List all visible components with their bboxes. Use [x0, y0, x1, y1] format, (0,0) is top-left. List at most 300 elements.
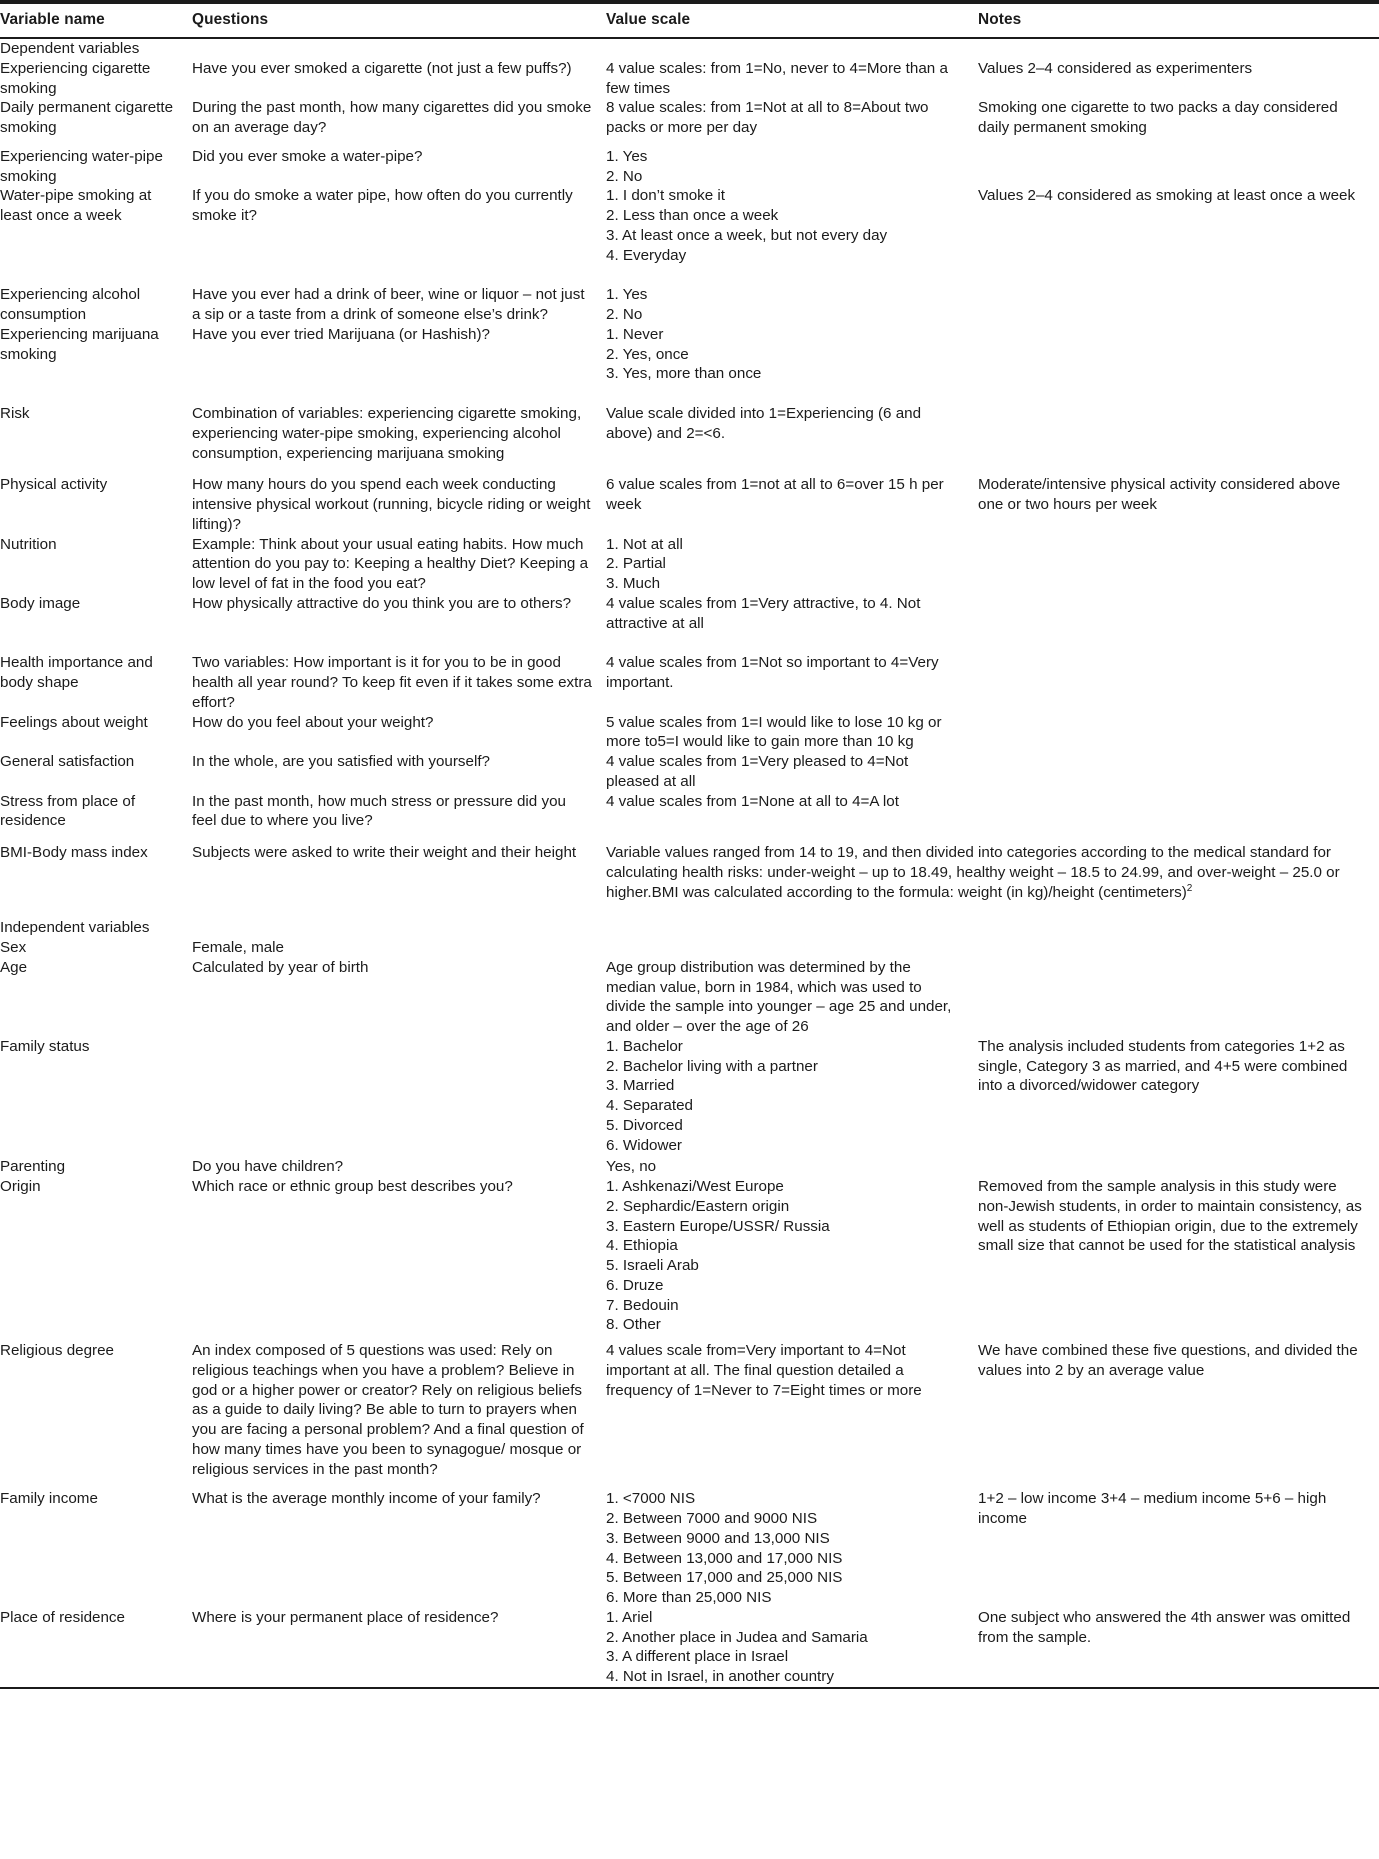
cell-value-scale-line: 3. Yes, more than once [606, 365, 762, 383]
row-spacer [0, 1479, 1379, 1489]
cell-value-scale-content [606, 1608, 964, 1687]
cell-value-scale-line: 2. No [606, 167, 643, 185]
cell-value-scale-line: 4. Between 13,000 and 17,000 NIS [606, 1549, 843, 1567]
cell-questions [192, 792, 606, 832]
cell-questions [192, 1177, 606, 1335]
cell-value-scale-line: 5. Between 17,000 and 25,000 NIS [606, 1569, 843, 1587]
cell-questions-content [192, 1489, 592, 1509]
cell-notes-content [978, 98, 1365, 138]
column-header-variable-name: Variable name [0, 4, 192, 39]
cell-value-scale-text: Value scale divided into 1=Experiencing (6 and above) and 2=<6. [606, 405, 922, 442]
cell-notes [978, 1341, 1379, 1479]
table-row [0, 594, 1379, 634]
cell-value-scale [606, 404, 978, 463]
cell-questions-text: Female, male [192, 939, 285, 957]
cell-notes [978, 918, 1379, 938]
cell-variable-name-content [0, 1489, 178, 1509]
cell-variable-name-text: Daily permanent cigarette smoking [0, 99, 174, 137]
column-header-notes: Notes [978, 4, 1379, 39]
cell-questions-content [192, 752, 592, 772]
cell-value-scale-line: Age group distribution was determined by the [606, 958, 911, 976]
cell-value-scale-content [606, 792, 964, 812]
table-row [0, 938, 1379, 958]
cell-variable-name [0, 1177, 192, 1335]
cell-notes-content [978, 1608, 1365, 1648]
cell-value-scale-text: 4 value scales from 1=Very attractive, to 4. Not attractive at all [606, 594, 921, 632]
cell-value-scale [606, 1608, 978, 1688]
cell-value-scale-content [606, 59, 964, 99]
row-spacer-cell [0, 831, 1379, 843]
cell-variable-name-text: Experiencing alcohol consumption [0, 286, 141, 324]
table-row [0, 535, 1379, 594]
cell-notes [978, 1489, 1379, 1608]
cell-questions [192, 752, 606, 792]
cell-value-scale-content [606, 958, 964, 1037]
cell-value-scale-text: 4 value scales from 1=None at all to 4=A lot [606, 792, 899, 810]
cell-value-scale-content [606, 325, 964, 384]
cell-questions-text: Combination of variables: experiencing cigarette smoking, experiencing water-pipe smoking, experiencing alcohol consumption, experiencing marijuana smoking [192, 405, 582, 462]
cell-variable-name [0, 843, 192, 902]
cell-value-scale-line: 6. Widower [606, 1136, 682, 1154]
cell-value-scale-line: divide the sample into younger – age 25 and under, [606, 998, 952, 1016]
cell-variable-name-text: Place of residence [0, 1608, 125, 1626]
table-row [0, 404, 1379, 463]
cell-questions [192, 938, 606, 958]
cell-variable-name [0, 147, 192, 187]
cell-questions-text: In the past month, how much stress or pressure did you feel due to where you live? [192, 792, 566, 830]
cell-value-scale-line: 2. Between 7000 and 9000 NIS [606, 1510, 818, 1528]
cell-value-scale-line: 2. Yes, once [606, 345, 689, 363]
cell-value-scale-line: 4. Ethiopia [606, 1237, 678, 1255]
cell-variable-name-text: Experiencing cigarette smoking [0, 59, 151, 97]
cell-questions-content [192, 59, 592, 79]
cell-questions-content [192, 958, 592, 978]
cell-value-scale [606, 1177, 978, 1335]
cell-questions [192, 958, 606, 1037]
table-row [0, 1177, 1379, 1335]
cell-variable-name-content [0, 1177, 178, 1197]
cell-questions-content [192, 325, 592, 345]
cell-notes [978, 59, 1379, 99]
cell-value-scale-line: 1. <7000 NIS [606, 1490, 696, 1508]
cell-questions-text: Have you ever had a drink of beer, wine or liquor – not just a sip or a taste from a drink of someone else’s drink? [192, 286, 585, 324]
cell-variable-name [0, 918, 192, 938]
cell-value-scale-line: 4. Everyday [606, 246, 687, 264]
cell-questions-text: Which race or ethnic group best describes you? [192, 1178, 513, 1196]
table-row [0, 1489, 1379, 1608]
cell-variable-name-text: Health importance and body shape [0, 654, 153, 692]
row-spacer [0, 831, 1379, 843]
table-row [0, 59, 1379, 99]
cell-questions [192, 325, 606, 384]
cell-variable-name-content [0, 1157, 178, 1177]
row-spacer-cell [0, 902, 1379, 918]
cell-value-scale-text: 6 value scales from 1=not at all to 6=over 15 h per week [606, 476, 944, 514]
row-spacer-cell [0, 265, 1379, 285]
cell-value-scale-line: 1. I don’t smoke it [606, 187, 726, 205]
cell-questions-text: During the past month, how many cigarettes did you smoke on an average day? [192, 99, 592, 137]
column-header-questions: Questions [192, 4, 606, 39]
cell-variable-name-content [0, 1341, 178, 1361]
cell-questions-text: Example: Think about your usual eating habits. How much attention do you pay to: Keeping a healthy Diet? Keeping a low level of fat in the food you eat? [192, 535, 589, 593]
cell-notes-text: Values 2–4 considered as experimenters [978, 59, 1253, 77]
bottom-rule-cell [0, 1688, 1379, 1689]
cell-variable-name [0, 285, 192, 325]
cell-notes [978, 938, 1379, 958]
cell-value-scale-line: and older – over the age of 26 [606, 1018, 809, 1036]
cell-questions-text: Where is your permanent place of residence? [192, 1608, 499, 1626]
cell-value-scale [606, 535, 978, 594]
cell-variable-name [0, 535, 192, 594]
cell-value-scale-line: 3. A different place in Israel [606, 1648, 789, 1666]
cell-value-scale-text: Yes, no [606, 1158, 657, 1176]
cell-notes [978, 475, 1379, 534]
cell-questions-content [192, 535, 592, 594]
cell-value-scale-line: 3. Eastern Europe/USSR/ Russia [606, 1217, 830, 1235]
cell-questions [192, 475, 606, 534]
cell-notes [978, 285, 1379, 325]
cell-notes [978, 713, 1379, 753]
cell-value-scale-content [606, 1037, 964, 1156]
cell-value-scale-content [606, 475, 964, 515]
table-row [0, 186, 1379, 265]
cell-notes [978, 147, 1379, 187]
cell-variable-name-content [0, 918, 178, 938]
cell-value-scale-line: 3. Married [606, 1077, 675, 1095]
cell-value-scale-content [606, 535, 964, 594]
cell-value-scale-text: 4 value scales: from 1=No, never to 4=More than a few times [606, 59, 948, 97]
cell-value-scale-line: 4. Not in Israel, in another country [606, 1668, 834, 1686]
row-spacer [0, 633, 1379, 653]
cell-value-scale [606, 653, 978, 712]
cell-notes-content [978, 59, 1365, 79]
cell-variable-name [0, 792, 192, 832]
cell-value-scale [606, 285, 978, 325]
cell-variable-name-text: Family income [0, 1490, 98, 1508]
cell-notes-content [978, 1341, 1365, 1381]
cell-variable-name-content [0, 475, 178, 495]
cell-questions-content [192, 1157, 592, 1177]
cell-variable-name-content [0, 39, 178, 59]
cell-variable-name-content [0, 594, 178, 614]
cell-value-scale-content [606, 1341, 964, 1400]
cell-value-scale [606, 792, 978, 832]
cell-notes [978, 792, 1379, 832]
cell-notes [978, 38, 1379, 59]
cell-variable-name-text: Feelings about weight [0, 713, 148, 731]
cell-questions-content [192, 98, 592, 138]
cell-value-scale-line: 1. Yes [606, 286, 648, 304]
cell-questions-text: How many hours do you spend each week conducting intensive physical workout (running, bicycle riding or weight lifting)? [192, 476, 591, 533]
cell-notes [978, 594, 1379, 634]
cell-value-scale-line: 2. Bachelor living with a partner [606, 1057, 818, 1075]
cell-questions-text: Two variables: How important is it for you to be in good health all year round? To keep fit even if it takes some extra effort? [192, 654, 592, 711]
cell-value-scale-line: 1. Never [606, 325, 664, 343]
cell-variable-name-content [0, 713, 178, 733]
cell-variable-name-text: Age [0, 958, 28, 976]
row-spacer-cell [0, 633, 1379, 653]
table-row [0, 325, 1379, 384]
cell-value-scale [606, 1157, 978, 1177]
cell-variable-name-content [0, 98, 178, 138]
cell-variable-name [0, 1608, 192, 1688]
cell-questions [192, 535, 606, 594]
cell-questions [192, 918, 606, 938]
cell-variable-name-text: General satisfaction [0, 753, 135, 771]
cell-variable-name [0, 1341, 192, 1479]
cell-value-scale-content [606, 653, 964, 693]
cell-value-scale [606, 1341, 978, 1479]
row-spacer [0, 902, 1379, 918]
cell-value-scale-line: 6. More than 25,000 NIS [606, 1589, 772, 1607]
cell-value-scale-line: 6. Druze [606, 1276, 664, 1294]
cell-notes-text: Moderate/intensive physical activity considered above one or two hours per week [978, 476, 1341, 514]
table-row [0, 1157, 1379, 1177]
table-row [0, 653, 1379, 712]
cell-value-scale [606, 1037, 978, 1156]
cell-notes-text: Values 2–4 considered as smoking at least once a week [978, 187, 1356, 205]
cell-value-scale-line: 5. Divorced [606, 1116, 683, 1134]
column-header-value-scale: Value scale [606, 4, 978, 39]
cell-questions-text: If you do smoke a water pipe, how often do you currently smoke it? [192, 187, 573, 225]
cell-questions-content [192, 404, 592, 463]
cell-variable-name [0, 38, 192, 59]
section-heading-row [0, 38, 1379, 59]
cell-notes [978, 98, 1379, 138]
cell-value-scale [606, 38, 978, 59]
cell-value-scale-text: 4 value scales from 1=Not so important to 4=Very important. [606, 654, 939, 692]
cell-variable-name-text: Independent variables [0, 919, 150, 937]
cell-questions-content [192, 843, 592, 863]
cell-value-scale-content [606, 1157, 964, 1177]
cell-variable-name-content [0, 653, 178, 693]
cell-variable-name-text: Physical activity [0, 476, 108, 494]
cell-value-scale [606, 594, 978, 634]
cell-variable-name-text: Origin [0, 1178, 41, 1196]
cell-questions [192, 59, 606, 99]
cell-value-scale-text: 8 value scales: from 1=Not at all to 8=About two packs or more per day [606, 99, 929, 137]
cell-variable-name-content [0, 325, 178, 365]
cell-variable-name [0, 404, 192, 463]
cell-variable-name-text: Experiencing water-pipe smoking [0, 147, 163, 185]
cell-questions [192, 186, 606, 265]
cell-questions-text: Did you ever smoke a water-pipe? [192, 147, 423, 165]
cell-value-scale-line: 1. Yes [606, 147, 648, 165]
cell-questions [192, 147, 606, 187]
cell-value-scale [606, 147, 978, 187]
cell-variable-name-content [0, 843, 178, 863]
cell-questions [192, 1037, 606, 1156]
cell-notes [978, 186, 1379, 265]
cell-value-scale [606, 325, 978, 384]
cell-variable-name-text: Experiencing marijuana smoking [0, 325, 159, 363]
cell-value-scale-line: 1. Ariel [606, 1608, 653, 1626]
cell-value-scale-line: 2. Another place in Judea and Samaria [606, 1628, 868, 1646]
cell-variable-name [0, 594, 192, 634]
cell-variable-name [0, 1037, 192, 1156]
cell-value-scale-line: 1. Not at all [606, 535, 683, 553]
cell-value-scale-content [606, 713, 964, 753]
cell-questions-content [192, 713, 592, 733]
cell-notes-text: We have combined these five questions, and divided the values into 2 by an average value [978, 1342, 1358, 1379]
cell-questions [192, 285, 606, 325]
cell-value-scale [606, 713, 978, 753]
cell-notes [978, 1177, 1379, 1335]
table-row [0, 475, 1379, 534]
cell-variable-name [0, 938, 192, 958]
cell-value-scale [606, 475, 978, 534]
cell-variable-name-content [0, 147, 178, 187]
cell-questions-text: Do you have children? [192, 1158, 344, 1176]
cell-variable-name-content [0, 1608, 178, 1628]
row-spacer [0, 138, 1379, 147]
cell-questions [192, 98, 606, 138]
cell-variable-name [0, 1489, 192, 1608]
table-header [0, 2, 1379, 39]
cell-questions-text: Have you ever tried Marijuana (or Hashish)? [192, 325, 490, 343]
cell-variable-name-content [0, 404, 178, 424]
cell-variable-name-text: Water-pipe smoking at least once a week [0, 187, 152, 225]
cell-questions [192, 843, 606, 902]
cell-notes-content [978, 1037, 1365, 1096]
cell-value-scale [606, 59, 978, 99]
cell-value-scale-line: 2. No [606, 306, 643, 324]
cell-questions-content [192, 186, 592, 226]
table-row [0, 1341, 1379, 1479]
cell-questions-content [192, 1608, 592, 1628]
cell-variable-name-text: Sex [0, 939, 27, 957]
cell-questions [192, 1341, 606, 1479]
cell-value-scale [606, 843, 1379, 902]
cell-variable-name-text: Family status [0, 1037, 90, 1055]
cell-variable-name [0, 475, 192, 534]
cell-variable-name [0, 186, 192, 265]
cell-variable-name-text: Stress from place of residence [0, 792, 136, 830]
cell-value-scale-content [606, 594, 964, 634]
row-spacer-cell [0, 463, 1379, 475]
cell-notes-text: One subject who answered the 4th answer was omitted from the sample. [978, 1608, 1351, 1646]
cell-questions-content [192, 475, 592, 534]
cell-variable-name-content [0, 792, 178, 832]
cell-variable-name [0, 653, 192, 712]
cell-variable-name [0, 98, 192, 138]
table-row [0, 843, 1379, 902]
cell-variable-name-text: Risk [0, 405, 30, 423]
cell-value-scale-content [606, 752, 964, 792]
cell-value-scale-content [606, 147, 964, 187]
cell-value-scale-line: 1. Bachelor [606, 1037, 683, 1055]
cell-variable-name-content [0, 938, 178, 958]
cell-variable-name-content [0, 752, 178, 772]
table-row [0, 98, 1379, 138]
row-spacer-cell [0, 384, 1379, 404]
cell-notes-text: The analysis included students from categories 1+2 as single, Category 3 as married, and 4+5 were combined into a divorced/widower category [978, 1037, 1348, 1095]
cell-notes [978, 1157, 1379, 1177]
cell-questions [192, 404, 606, 463]
cell-value-scale-line: median value, born in 1984, which was used to [606, 978, 922, 996]
cell-questions-text: What is the average monthly income of your family? [192, 1490, 541, 1508]
cell-value-scale-line: 7. Bedouin [606, 1296, 679, 1314]
cell-variable-name [0, 325, 192, 384]
cell-value-scale-text: 4 value scales from 1=Very pleased to 4=Not pleased at all [606, 753, 909, 790]
cell-variable-name-content [0, 1037, 178, 1057]
table-body [0, 38, 1379, 1688]
table-row [0, 792, 1379, 832]
row-spacer [0, 463, 1379, 475]
cell-questions [192, 1608, 606, 1688]
cell-notes-content [978, 475, 1365, 515]
cell-variable-name-content [0, 958, 178, 978]
row-spacer [0, 384, 1379, 404]
cell-value-scale-line: 2. Sephardic/Eastern origin [606, 1197, 790, 1215]
cell-value-scale-line: 1. Ashkenazi/West Europe [606, 1178, 784, 1196]
cell-value-scale [606, 752, 978, 792]
cell-questions-text: Have you ever smoked a cigarette (not just a few puffs?) [192, 59, 572, 77]
cell-notes-content [978, 186, 1365, 206]
cell-variable-name [0, 752, 192, 792]
cell-variable-name-content [0, 535, 178, 555]
cell-questions [192, 713, 606, 753]
cell-notes-text: Removed from the sample analysis in this study were non-Jewish students, in order to maintain consistency, as well as students of Ethiopian origin, due to the extremely small size that cannot be used for the statistical analysis [978, 1178, 1362, 1255]
cell-value-scale-content [606, 285, 964, 325]
section-heading-row [0, 918, 1379, 938]
cell-value-scale-line: 5. Israeli Arab [606, 1257, 699, 1275]
cell-value-scale-content [606, 186, 964, 265]
cell-notes [978, 325, 1379, 384]
cell-value-scale-content [606, 1489, 964, 1608]
cell-value-scale-line: 8. Other [606, 1316, 661, 1334]
cell-variable-name-content [0, 59, 178, 99]
cell-value-scale-line: 2. Partial [606, 555, 666, 573]
cell-variable-name-text: Body image [0, 594, 81, 612]
cell-notes [978, 535, 1379, 594]
row-spacer-cell [0, 138, 1379, 147]
cell-notes-text: 1+2 – low income 3+4 – medium income 5+6 – high income [978, 1490, 1327, 1528]
cell-questions-content [192, 594, 592, 614]
cell-value-scale-content [606, 98, 964, 138]
cell-value-scale [606, 186, 978, 265]
cell-value-scale [606, 938, 978, 958]
cell-questions [192, 594, 606, 634]
cell-variable-name-text: Nutrition [0, 535, 57, 553]
cell-value-scale-line: 4. Separated [606, 1097, 693, 1115]
cell-questions-text: Calculated by year of birth [192, 958, 369, 976]
table-row [0, 1608, 1379, 1688]
table-row [0, 285, 1379, 325]
table-footer [0, 1688, 1379, 1689]
cell-questions-content [192, 938, 592, 958]
cell-value-scale [606, 958, 978, 1037]
cell-questions-content [192, 1177, 592, 1197]
table-row [0, 958, 1379, 1037]
cell-questions-content [192, 147, 592, 167]
cell-value-scale-line: 3. Much [606, 575, 661, 593]
cell-questions-content [192, 285, 592, 325]
table-bottom-rule [0, 1688, 1379, 1689]
cell-notes [978, 653, 1379, 712]
cell-questions-content [192, 792, 592, 832]
cell-value-scale-text: 5 value scales from 1=I would like to lose 10 kg or more to5=I would like to gain more than 10 kg [606, 713, 942, 751]
column-header-row [0, 4, 1379, 39]
cell-variable-name-content [0, 285, 178, 325]
cell-value-scale-line: 3. Between 9000 and 13,000 NIS [606, 1529, 830, 1547]
table-row [0, 752, 1379, 792]
cell-questions-content [192, 653, 592, 712]
cell-value-scale [606, 1489, 978, 1608]
cell-notes [978, 404, 1379, 463]
cell-notes [978, 958, 1379, 1037]
cell-notes [978, 1037, 1379, 1156]
